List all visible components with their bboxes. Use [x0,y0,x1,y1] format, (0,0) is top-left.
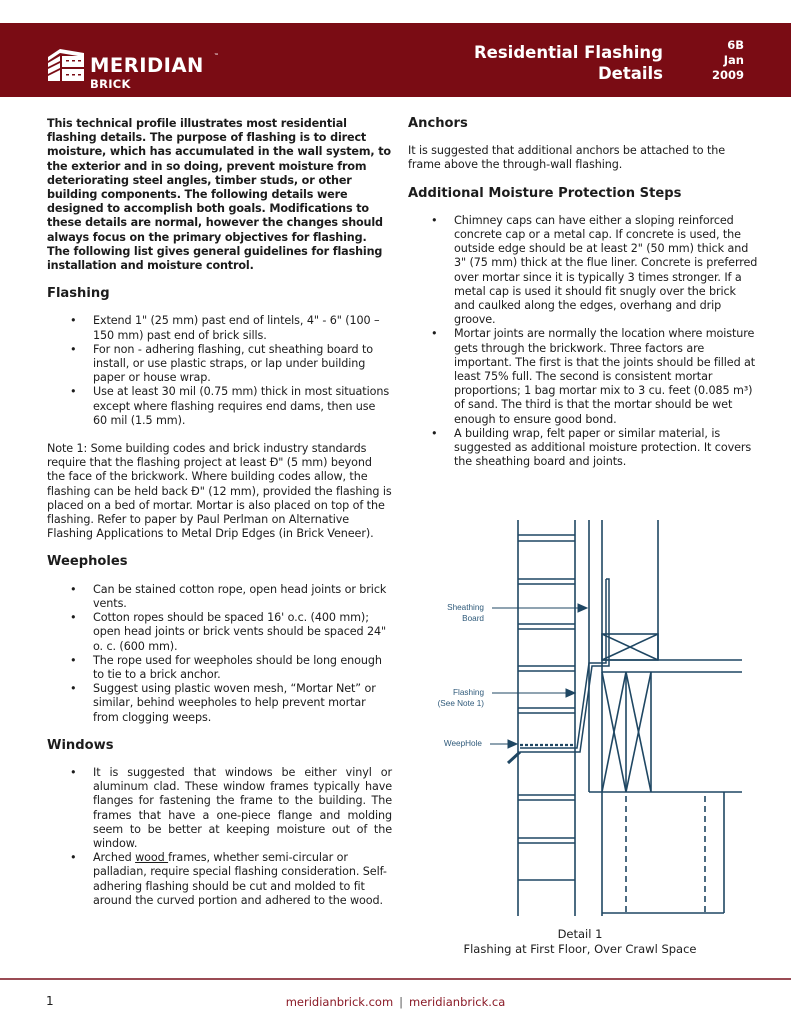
bullet-icon: • [70,385,77,399]
list-item: • The rope used for weepholes should be long enough to tie to a brick anchor. [70,653,382,681]
list-item: • Mortar joints are normally the location where moisture gets through the brickwork. Three factors are important. The first is that the joints should be filled at least 75% full. The second is consistent mortar proportions; 1 bag mortar mix to 3 cu. feet (0.085 m³) of sand. The third is that the mortar should be wet enough to ensure good bond. [431,327,756,426]
page-number: 1 [46,994,54,1008]
note-1: Note 1: Some building codes and brick industry standards require that the flashing project at least Ð" (5 mm) beyond the face of the brickwork. Where building codes allow, the flashing can be held back Ð" (12 mm), provided the flashing is placed on a bed of mortar. Mortar is also placed on top of the flashing. Refer to paper by Paul Perlman on Alternative Flashing Applications to Metal Drip Edges (in Brick Veneer). [47,442,392,541]
title-line-1: Residential Flashing [473,43,663,62]
caption-subtitle: Flashing at First Floor, Over Crawl Space [463,942,697,956]
label-sheathing-board: Sheathing Board [447,603,484,623]
list-item: • Arched wood frames, whether semi-circular or palladian, require special flashing consideration. Self-adhering flashing should be cut and molded to fit around the curved portion and adhered to the wood. [70,851,387,907]
footer-separator: | [399,995,404,1009]
flashing-list [70,314,392,428]
heading-windows: Windows [47,737,114,753]
bullet-icon: • [70,582,77,596]
bullet-icon: • [70,851,77,865]
bullet-icon: • [70,314,77,328]
bullet-icon: • [431,213,438,227]
bullet-icon: • [431,327,438,341]
left-column [47,117,392,908]
brand-logo[interactable] [46,47,236,92]
document-code: 6B [727,38,744,52]
document-title [474,42,663,84]
diagram-caption [430,927,730,957]
bullet-icon: • [70,611,77,625]
brand-sub: BRICK [90,77,131,91]
right-column [408,117,758,469]
list-item: • Cotton ropes should be spaced 16' o.c. (400 mm); open head joints or brick vents should be spaced 24" o. c. (600 mm). [70,611,387,653]
bullet-icon: • [70,682,77,696]
link-meridianbrick-ca[interactable]: meridianbrick.ca [409,995,506,1009]
footer-links [0,995,791,1009]
list-item: • It is suggested that windows be either vinyl or aluminum clad. These window frames typically have flanges for fastening the frame to the building. The frames that have a one-piece flange and molding seem to be better at keeping moisture out of the window. [70,765,392,850]
title-line-2: Details [597,64,663,83]
link-meridianbrick-com[interactable]: meridianbrick.com [285,995,394,1009]
building-logo-icon [46,47,86,83]
document-year: 2009 [711,68,744,82]
brand-name: MERIDIAN [90,54,204,77]
list-item: • Suggest using plastic woven mesh, “Mortar Net” or similar, behind weepholes to help prevent mortar from clogging weeps. [70,682,376,724]
list-item: • Use at least 30 mil (0.75 mm) thick in most situations except where flashing requires end dams, then use 60 mil (1.5 mm). [70,385,390,427]
document-month: Jan [723,53,744,67]
heading-flashing: Flashing [47,286,110,302]
document-meta [712,38,744,83]
heading-anchors: Anchors [408,116,468,131]
trademark: ™ [214,53,219,59]
bullet-icon: • [70,765,77,779]
weepholes-list [70,583,392,725]
moisture-list [431,214,758,470]
footer-divider [0,978,791,980]
label-flashing: Flashing (See Note 1) [437,688,484,708]
anchors-text: It is suggested that additional anchors be attached to the frame above the through-wall flashing. [408,144,726,172]
heading-moisture-protection: Additional Moisture Protection Steps [408,185,682,201]
heading-weepholes: Weepholes [47,554,128,570]
caption-title: Detail 1 [557,927,603,941]
bullet-icon: • [70,653,77,667]
bullet-icon: • [431,426,438,440]
windows-list [70,766,392,908]
bullet-icon: • [70,342,77,356]
label-weephole: WeepHole [443,739,482,748]
list-item: • A building wrap, felt paper or similar material, is suggested as additional moisture protection. It covers the sheathing board and joints. [431,426,752,469]
intro-paragraph: This technical profile illustrates most residential flashing details. The purpose of flashing is to direct moisture, which has accumulated in the wall system, to the exterior and in so doing, prevent moisture from deteriorating steel angles, timber studs, or other building components. The following details were designed to accomplish both goals. Modifications to these details are normal, however the changes should always focus on the primary objectives for flashing. The following list gives general guidelines for flashing installation and moisture control. [47,117,391,273]
underlined-word: wood [135,851,169,865]
list-item: • Chimney caps can have either a sloping reinforced concrete cap or a metal cap. If concrete is used, the outside edge should be at least 2" (50 mm) thick and 3" (75 mm) thick at the flue liner. Concrete is preferred over mortar since it is typically 3 times stronger. If a metal cap is used it should fit snugly over the brick and caulked along the edges, overhang and drip groove. [431,213,758,327]
list-item: • Extend 1" (25 mm) past end of lintels, 4" - 6" (100 – 150 mm) past end of brick sills. [70,314,380,342]
list-item: • Can be stained cotton rope, open head joints or brick vents. [70,582,387,610]
list-item: • For non - adhering flashing, cut sheathing board to install, or use plastic straps, or lap under building paper or house wrap. [70,342,374,385]
